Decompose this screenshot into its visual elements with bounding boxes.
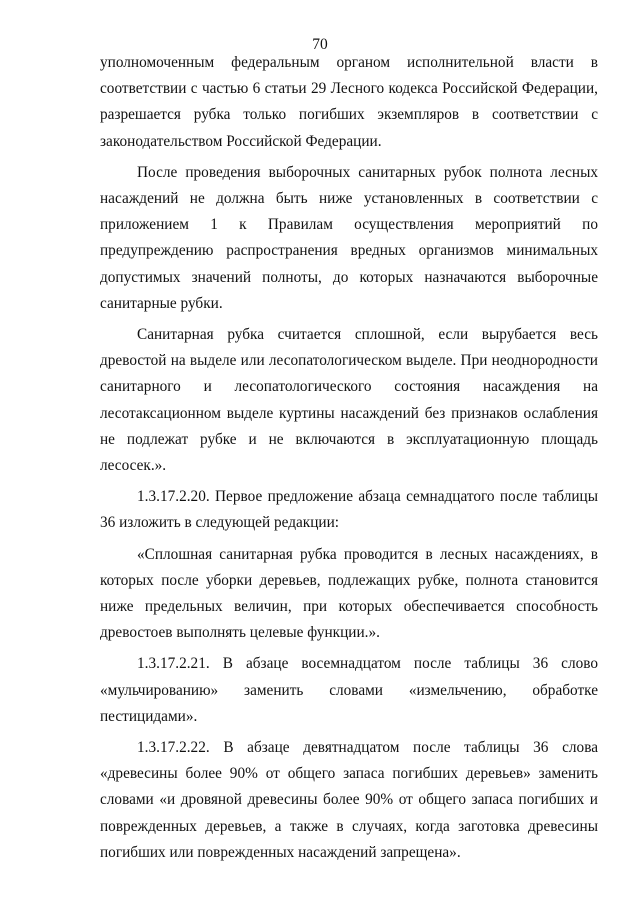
paragraph-item-1-3-17-2-21: 1.3.17.2.21. В абзаце восемнадцатом после таблицы 36 слово «мульчированию» заменить словами «измельчению, обработке пестицидами». bbox=[100, 655, 598, 725]
paragraph-stocking-density: После проведения выборочных санитарных рубок полнота лесных насаждений не должна быть ниже установленных в соответствии с приложением 1 к Правилам осуществления мероприятий по предупреждению распространения вредных организмов минимальных допустимых значений полноты, до которых назначаются выборочные санитарные рубки. bbox=[100, 163, 598, 312]
paragraph-new-wording: «Сплошная санитарная рубка проводится в лесных насаждениях, в которых после уборки деревьев, подлежащих рубке, полнота становится ниже предельных величин, при которых обеспечивается способность древостоев выполнять целевые функции.». bbox=[100, 545, 598, 642]
page-number: 70 bbox=[312, 36, 328, 53]
paragraph-item-1-3-17-2-22: 1.3.17.2.22. В абзаце девятнадцатом после таблицы 36 слова «древесины более 90% от общего запаса погибших деревьев» заменить словами «и дровяной древесины более 90% от общего запаса погибших и поврежденных деревьев, а также в случаях, когда заготовка древесины погибших или поврежденных насаждений запрещена». bbox=[100, 739, 598, 861]
paragraph-continuation: уполномоченным федеральным органом исполнительной власти в соответствии с частью 6 статьи 29 Лесного кодекса Российской Федерации, разрешается рубка только погибших экземпляров в соответствии с законодательством Российской Федерации. bbox=[100, 54, 598, 150]
paragraph-item-1-3-17-2-20: 1.3.17.2.20. Первое предложение абзаца семнадцатого после таблицы 36 изложить в следующей редакции: bbox=[100, 488, 598, 532]
paragraph-clear-cutting: Санитарная рубка считается сплошной, если вырубается весь древостой на выделе или лесопатологическом выделе. При неоднородности санитарного и лесопатологического состояния насаждения на лесотаксационном выделе куртины насаждений без признаков ослабления не подлежат рубке и не включаются в эксплуатационную площадь лесосек.». bbox=[100, 326, 598, 475]
document-body bbox=[100, 50, 598, 866]
